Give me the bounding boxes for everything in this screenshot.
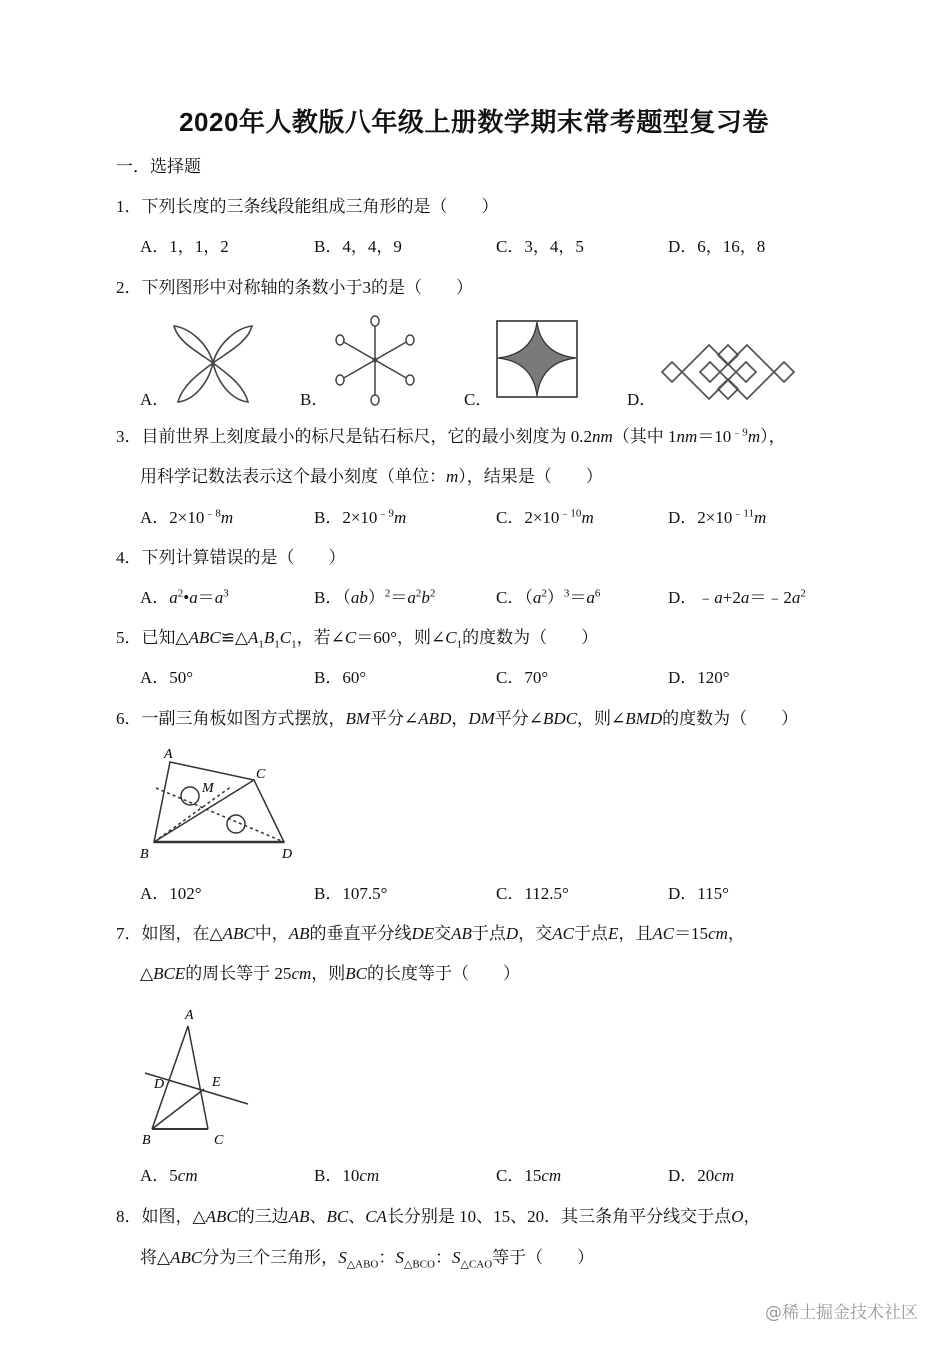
label-c: C — [214, 1133, 224, 1148]
var: a — [189, 588, 198, 607]
exponent: 6 — [594, 587, 601, 600]
exponent: ﹣11 — [732, 507, 754, 520]
var: ABC — [188, 628, 221, 647]
q2-option-a[interactable]: A． — [140, 390, 170, 409]
stem-text: 等于（ ） — [492, 1248, 595, 1267]
stem-text: 将△ — [140, 1248, 171, 1267]
var: AB — [288, 1207, 310, 1226]
var: C — [445, 628, 457, 647]
var: AB — [451, 924, 472, 943]
var: S — [451, 1248, 461, 1267]
var: ab — [350, 588, 368, 607]
unit: cm — [359, 1166, 380, 1185]
unit: cm — [177, 1166, 198, 1185]
exponent: 2 — [800, 587, 806, 600]
q1-option-b[interactable]: B．4，4，9 — [314, 237, 402, 256]
question-stem: 下列长度的三条线段能组成三角形的是（ ） — [141, 197, 499, 216]
question-number: 5． — [116, 628, 142, 647]
stem-text: 一副三角板如图方式摆放， — [141, 709, 346, 728]
stem-text: 于点 — [573, 924, 608, 943]
question-6 — [116, 707, 798, 731]
option-label: C．（ — [496, 588, 533, 607]
q3-option-b[interactable] — [314, 506, 406, 530]
op: ＝﹣2 — [749, 588, 792, 607]
var: a — [407, 588, 416, 607]
var: ABC — [205, 1207, 238, 1226]
square-curved-diamond-icon — [496, 320, 578, 398]
unit: m — [747, 427, 761, 446]
exponent: ﹣9 — [731, 426, 748, 439]
var: O — [731, 1207, 744, 1226]
question-5 — [116, 626, 598, 650]
q6-option-a[interactable]: A．102° — [140, 884, 202, 903]
stem-text: ），结果是（ ） — [458, 467, 603, 486]
q2-option-c[interactable]: C． — [464, 390, 493, 409]
stem-text: ＝60°，则∠ — [356, 628, 446, 647]
var: a — [714, 588, 723, 607]
q7-option-b[interactable] — [314, 1164, 379, 1188]
stem-text: ≌△ — [220, 628, 249, 647]
label-m: M — [202, 781, 214, 796]
stem-text: 目前世界上刻度最小的标尺是钻石标尺，它的最小刻度为 0.2 — [141, 427, 592, 446]
exponent: ﹣8 — [204, 507, 221, 520]
q7-option-c[interactable] — [496, 1164, 561, 1188]
var: AB — [288, 924, 310, 943]
unit: nm — [676, 427, 698, 446]
q4-option-a[interactable] — [140, 586, 229, 610]
stem-text: ， — [451, 709, 469, 728]
q6-option-c[interactable]: C．112.5° — [496, 884, 569, 903]
question-number: 1． — [116, 197, 142, 216]
stem-text: 、 — [309, 1207, 327, 1226]
stem-text: 的度数为（ ） — [462, 628, 599, 647]
question-number: 7． — [116, 924, 142, 943]
label-d: D — [154, 1077, 165, 1092]
stem-text: 的长度等于（ ） — [367, 964, 520, 983]
subscript: 1 — [258, 638, 264, 651]
unit: cm — [541, 1166, 562, 1185]
var: a — [532, 588, 542, 607]
option-text: B．10 — [314, 1166, 360, 1185]
page-title: 2020年人教版八年级上册数学期末常考题型复习卷 — [179, 107, 769, 137]
stem-text: ，则 — [311, 964, 346, 983]
option-label: B．（ — [314, 588, 351, 607]
exponent: 2 — [384, 587, 391, 600]
question-stem: 下列图形中对称轴的条数小于3的是（ ） — [141, 278, 473, 297]
q7-option-a[interactable] — [140, 1164, 198, 1188]
stem-text: 的三边 — [237, 1207, 289, 1226]
var: a — [169, 588, 178, 607]
stem-text: 的周长等于 25 — [185, 964, 292, 983]
var: a — [586, 588, 595, 607]
q2-option-d[interactable]: D． — [627, 390, 657, 409]
option-text: A．2×10 — [140, 508, 205, 527]
var: DM — [468, 709, 495, 728]
triangle-set-figure — [136, 744, 306, 864]
option-text: D．20 — [668, 1166, 715, 1185]
label-c: C — [256, 767, 266, 782]
q4-option-b[interactable] — [314, 586, 435, 610]
var: ABD — [418, 709, 452, 728]
q7-option-d[interactable] — [668, 1164, 734, 1188]
option-label: D．﹣ — [668, 588, 715, 607]
question-2 — [116, 276, 473, 300]
unit: m — [581, 508, 594, 527]
exponent: 2 — [177, 587, 184, 600]
question-8-line-2 — [140, 1246, 594, 1270]
question-8-line-1 — [116, 1205, 760, 1229]
question-number: 8． — [116, 1207, 142, 1226]
var: CA — [365, 1207, 387, 1226]
exponent: 2 — [541, 587, 547, 600]
var: BDC — [543, 709, 578, 728]
unit: m — [393, 508, 407, 527]
var: a — [791, 588, 801, 607]
unit: m — [753, 508, 767, 527]
var: a — [214, 588, 224, 607]
var: E — [607, 924, 619, 943]
question-number: 4． — [116, 548, 142, 567]
question-7-line-1 — [116, 922, 745, 946]
label-d: D — [282, 847, 293, 862]
question-number: 6． — [116, 709, 142, 728]
q3-option-d[interactable] — [668, 506, 766, 530]
var: BC — [345, 964, 367, 983]
question-7-line-2 — [140, 962, 520, 986]
stem-text: ： — [434, 1248, 452, 1267]
subscript: △BCO — [403, 1258, 435, 1271]
unit: m — [220, 508, 234, 527]
stem-text: ， — [743, 1207, 761, 1226]
option-text: A．5 — [140, 1166, 178, 1185]
interlocked-diamond-knot-icon — [660, 343, 796, 401]
stem-text: ＝15 — [674, 924, 709, 943]
exponent: 2 — [415, 587, 422, 600]
exponent: 3 — [223, 587, 229, 600]
q5-option-a[interactable]: A．50° — [140, 668, 194, 687]
stem-text: 长分别是 10、15、20．其三条角平分线交于点 — [386, 1207, 732, 1226]
question-3-line-1 — [116, 425, 786, 449]
six-arm-star-icon — [334, 314, 416, 406]
stem-text: 分为三个三角形， — [202, 1248, 339, 1267]
option-text: C．15 — [496, 1166, 542, 1185]
stem-text: 如图，在△ — [141, 924, 223, 943]
unit: nm — [592, 427, 613, 446]
stem-text: 已知△ — [141, 628, 189, 647]
stem-text: ，则∠ — [577, 709, 626, 728]
stem-text: 中， — [254, 924, 289, 943]
option-text: C．2×10 — [496, 508, 560, 527]
option-text: B．2×10 — [314, 508, 378, 527]
unit: m — [446, 467, 459, 486]
exponent: ﹣9 — [377, 507, 394, 520]
q5-option-c[interactable]: C．70° — [496, 668, 549, 687]
var: AC — [552, 924, 574, 943]
stem-text: 平分∠ — [370, 709, 419, 728]
stem-text: △ — [140, 964, 154, 983]
stem-text: 的垂直平分线 — [309, 924, 412, 943]
op: ） — [367, 588, 385, 607]
stem-text: 用科学记数法表示这个最小刻度（单位： — [140, 467, 446, 486]
var: AC — [652, 924, 675, 943]
subscript: 1 — [291, 638, 297, 651]
op: ＝ — [390, 588, 408, 607]
var: ABC — [170, 1248, 203, 1267]
unit: cm — [291, 964, 312, 983]
var: BC — [326, 1207, 349, 1226]
triangle-perpendicular-bisector-figure — [140, 1004, 260, 1150]
question-number: 3． — [116, 427, 142, 446]
op: ） — [546, 588, 564, 607]
var: S — [395, 1248, 404, 1267]
stem-text: 平分∠ — [494, 709, 544, 728]
op: • — [183, 588, 190, 607]
q2-option-b[interactable]: B． — [300, 390, 329, 409]
op: ＝ — [197, 588, 215, 607]
q5-option-d[interactable]: D．120° — [668, 668, 730, 687]
subscript: 1 — [274, 638, 280, 651]
exponent: 2 — [429, 587, 436, 600]
var: B — [263, 628, 275, 647]
q1-option-c[interactable]: C．3，4，5 — [496, 237, 584, 256]
stem-text: （其中 1 — [612, 427, 677, 446]
var: D — [505, 924, 519, 943]
label-b: B — [140, 847, 149, 862]
q1-option-a[interactable]: A．1，1，2 — [140, 237, 229, 256]
stem-text: ， — [727, 924, 745, 943]
watermark: @稀土掘金技术社区 — [765, 1303, 918, 1323]
stem-text: ： — [378, 1248, 396, 1267]
stem-text: 、 — [348, 1207, 366, 1226]
four-petal-flower-icon — [168, 322, 258, 404]
var: S — [338, 1248, 347, 1267]
var: BM — [345, 709, 371, 728]
q6-option-b[interactable]: B．107.5° — [314, 884, 388, 903]
stem-text: 如图，△ — [141, 1207, 206, 1226]
var: DE — [411, 924, 435, 943]
label-e: E — [212, 1075, 221, 1090]
op: +2 — [722, 588, 741, 607]
stem-text: 的度数为（ ） — [662, 709, 799, 728]
label-a: A — [164, 747, 173, 762]
subscript: △ABO — [346, 1258, 379, 1271]
subscript: △CAO — [460, 1258, 493, 1271]
stem-text: ，若∠ — [296, 628, 345, 647]
question-number: 2． — [116, 278, 142, 297]
var: ABC — [222, 924, 255, 943]
unit: cm — [714, 1166, 735, 1185]
var: C — [344, 628, 357, 647]
unit: cm — [708, 924, 728, 943]
q3-option-a[interactable] — [140, 506, 233, 530]
section-heading: 一．选择题 — [116, 157, 201, 176]
question-1 — [116, 195, 499, 219]
var: b — [421, 588, 430, 607]
question-4 — [116, 546, 346, 570]
subscript: 1 — [456, 638, 463, 651]
var: C — [279, 628, 292, 647]
stem-text: ＝10 — [697, 427, 732, 446]
q5-option-b[interactable]: B．60° — [314, 668, 367, 687]
option-text: D．2×10 — [668, 508, 733, 527]
var: BMD — [625, 709, 663, 728]
q4-option-c[interactable] — [496, 586, 600, 610]
exponent: ﹣10 — [559, 507, 582, 520]
q3-option-c[interactable] — [496, 506, 594, 530]
stem-text: 交 — [434, 924, 452, 943]
stem-text: ，交 — [518, 924, 553, 943]
stem-text: 于点 — [471, 924, 506, 943]
label-b: B — [142, 1133, 151, 1148]
q6-option-d[interactable]: D．115° — [668, 884, 729, 903]
q1-option-d[interactable]: D．6，16，8 — [668, 237, 766, 256]
question-3-line-2 — [140, 465, 603, 489]
var: a — [740, 588, 750, 607]
option-label: A． — [140, 588, 170, 607]
label-a: A — [185, 1008, 194, 1023]
op: ＝ — [569, 588, 587, 607]
question-stem: 下列计算错误的是（ ） — [141, 548, 346, 567]
stem-text: ，且 — [618, 924, 653, 943]
stem-text: ）， — [760, 427, 786, 446]
var: BCE — [153, 964, 186, 983]
exponent: 3 — [563, 587, 570, 600]
var: A — [248, 628, 259, 647]
q4-option-d[interactable] — [668, 586, 806, 610]
